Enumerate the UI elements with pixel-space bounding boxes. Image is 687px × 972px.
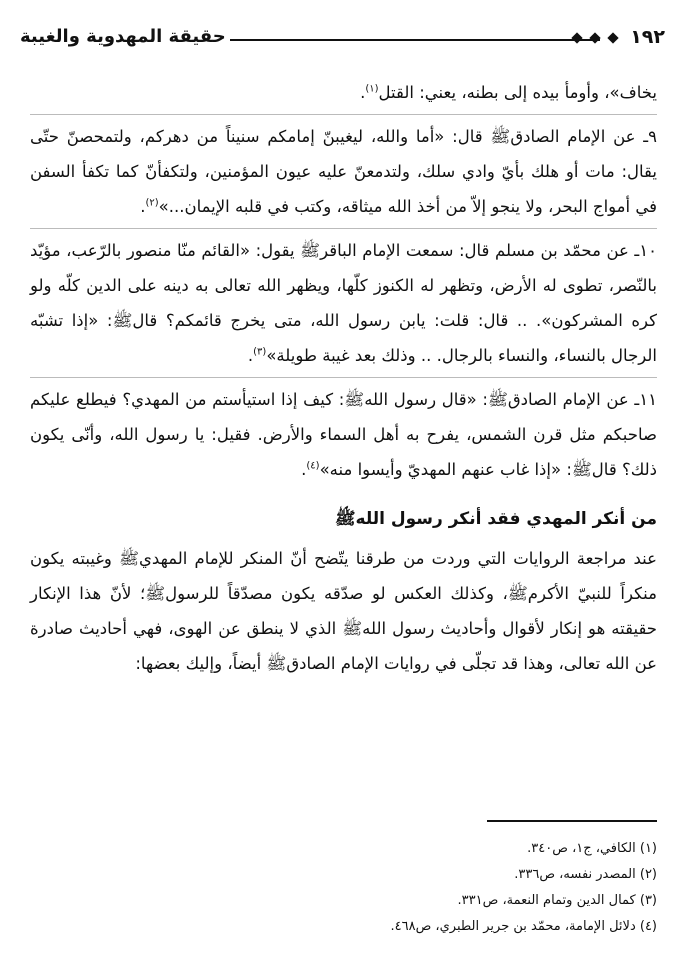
footnote: (٣) كمال الدين وتمام النعمة، ص٣٣١.: [457, 893, 657, 908]
main-text: [30, 75, 657, 681]
running-title: حقيقة المهدوية والغيبة: [20, 26, 226, 47]
footnote: (٢) المصدر نفسه، ص٣٣٦.: [514, 867, 657, 882]
hadith-10: ١٠ـ عن محمّد بن مسلم قال: سمعت الإمام الباقرﷺ يقول: «القائم منّا منصور بالرّعب، مؤيّد بالنّصر، تطوى له الأرض، وتظهر له الكنوز كلّها، ويظهر الله تعالى به دينه على الدين كلّه ولو كره المشركون». .. قال: قلت: يابن رسول الله، متى يخرج قائمكم؟ قالﷺ: «إذا تشبّه الرجال بالنساء، والنساء بالرجال. .. وذلك بعد غيبة طويلة»$^{(٣)}$.: [30, 241, 657, 365]
hadith-11: ١١ـ عن الإمام الصادقﷺ: «قال رسول اللهﷺ: كيف إذا استيأستم من المهدي؟ فيطلع عليكم صاحبكم مثل قرن الشمس، يفرح به أهل السماء والأرض. فقيل: يا رسول الله، وأنّى يكون ذلك؟ قالﷺ: «إذا غاب عنهم المهديّ وأيسوا منه»$^{(٤)}$.: [30, 390, 657, 479]
section-heading: من أنكر المهدي فقد أنكر رسول اللهﷺ: [334, 509, 657, 529]
section-paragraph: عند مراجعة الروايات التي وردت من طرقنا يتّضح أنّ المنكر للإمام المهديﷺ وغيبته يكون منكراً للنبيّ الأكرمﷺ، وكذلك العكس لو صدّقه يكون مصدّقاً للرسولﷺ؛ لأنّ هذا الإنكار حقيقته هو إنكار لأقوال وأحاديث رسول اللهﷺ الذي لا ينطق عن الهوى، فهي أحاديث صادرة عن الله تعالى، وهذا قد تجلّى في روايات الإمام الصادقﷺ أيضاً، وإليك بعضها:: [30, 549, 657, 673]
footnote-ref: (٢): [145, 197, 159, 209]
page-header: [20, 22, 665, 54]
header-diamond-ornament: [607, 32, 618, 43]
footnote: (٤) دلائل الإمامة، محمّد بن جرير الطبري، ص٤٦٨.: [390, 919, 657, 934]
header-rule: [230, 39, 600, 41]
paragraph-intro: يخاف»، وأومأ بيده إلى بطنه، يعني: القتل$^{(١)}$.: [360, 83, 657, 102]
paragraph-separator: [30, 114, 657, 115]
footnotes: [30, 836, 657, 940]
header-diamond-ornament: [589, 32, 600, 43]
footnote-rule: [487, 820, 657, 822]
footnote-ref: (١): [365, 83, 379, 95]
page-number: ١٩٢: [630, 26, 665, 48]
footnote-ref: (٤): [306, 460, 320, 472]
footnote: (١) الكافي، ج١، ص٣٤٠.: [527, 841, 657, 856]
paragraph-separator: [30, 228, 657, 229]
footnote-ref: (٣): [253, 346, 267, 358]
paragraph-separator: [30, 377, 657, 378]
hadith-9: ٩ـ عن الإمام الصادقﷺ قال: «أما والله، ليغيبنّ إمامكم سنيناً من دهركم، ولتمحصنّ حتّى يقال: مات أو هلك بأيّ وادي سلك، ولتدمعنّ عليه عيون المؤمنين، ولتكفأنّ كما تكفأ السفن في أمواج البحر، ولا ينجو إلاّ من أخذ الله ميثاقه، وكتب في قلبه الإيمان...»$^{(٢)}$.: [30, 127, 657, 216]
header-diamond-ornament: [571, 32, 582, 43]
